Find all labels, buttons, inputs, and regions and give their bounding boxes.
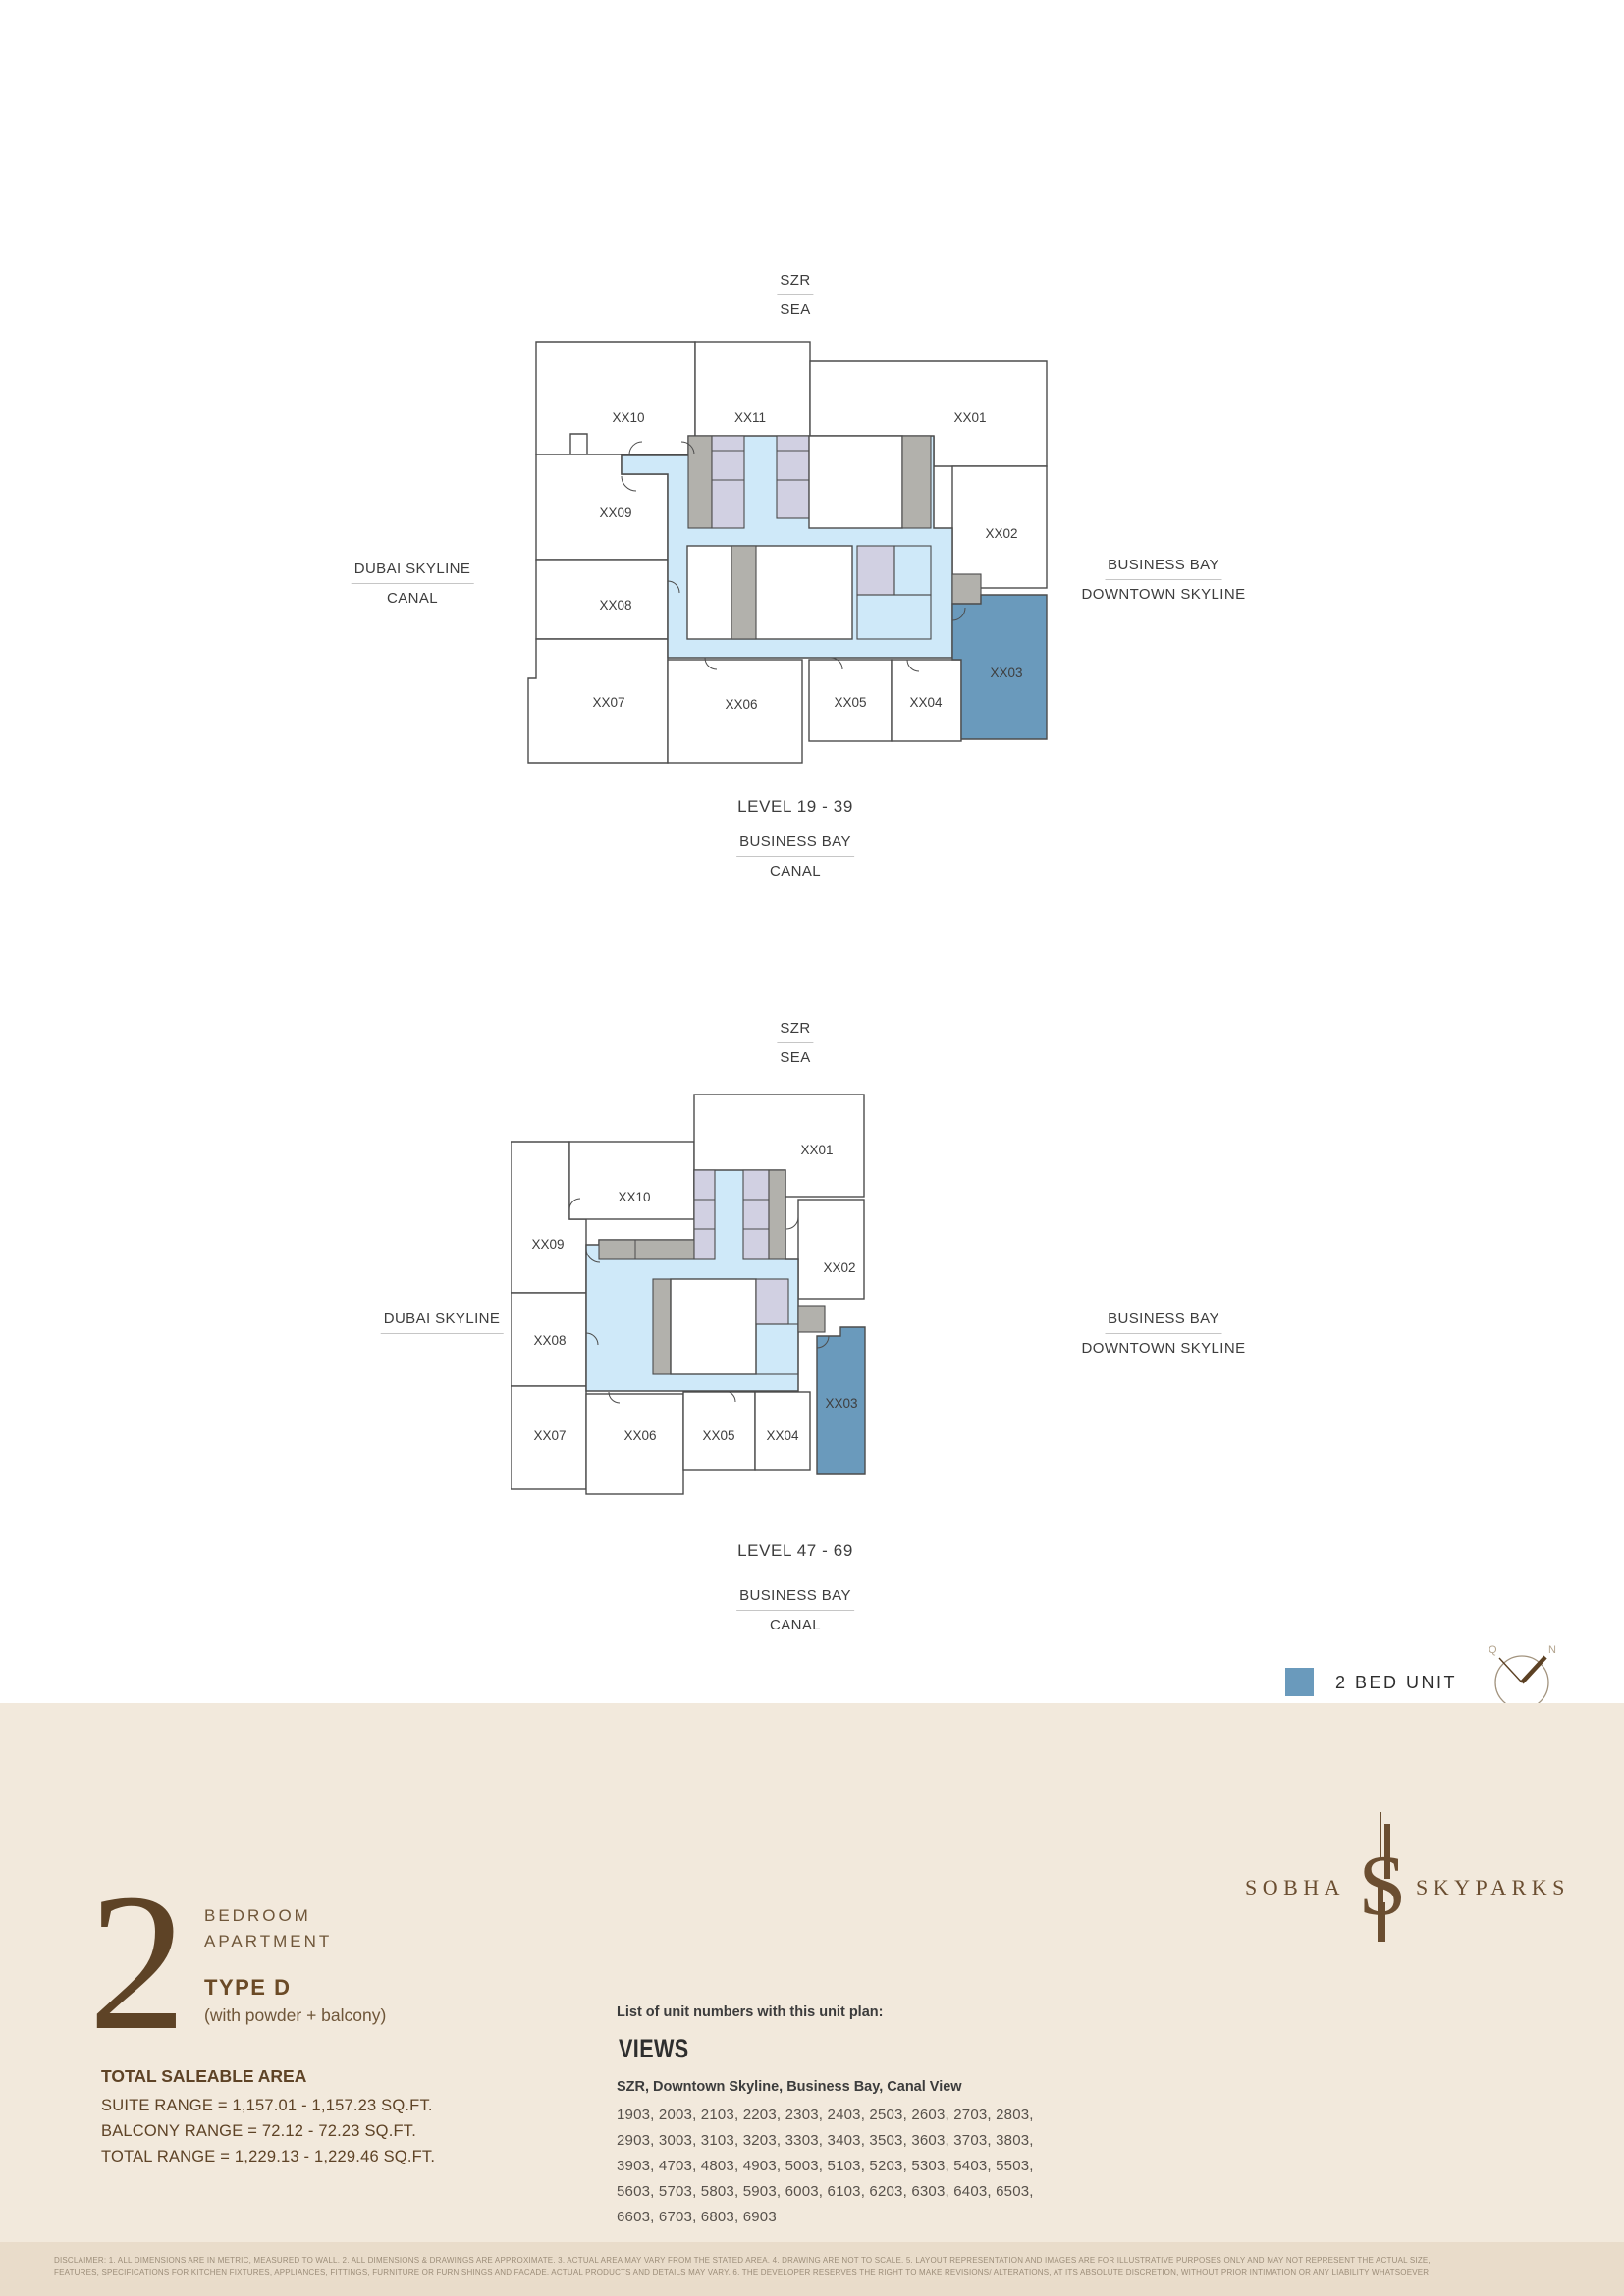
brand-monogram-icon [1359,1812,1406,1944]
brand-name-right: SKYPARKS [1416,1875,1570,1899]
service-block [798,1306,825,1332]
service-block [952,574,981,604]
bedroom-block [756,1279,788,1324]
unit-type-note: (with powder + balcony) [204,2005,387,2025]
brand-monogram-letter: S [1359,1839,1406,1934]
direction-label: BUSINESS BAY [736,1588,854,1611]
bedroom-block [743,1170,769,1259]
room-label: XX05 [702,1428,735,1443]
direction-label: CANAL [769,1617,822,1633]
balcony-range: BALCONY RANGE = 72.12 - 72.23 SQ.FT. [101,2122,416,2140]
room-label: XX03 [825,1396,858,1411]
direction-label: BUSINESS BAY [736,834,854,857]
bedroom-block [694,1170,715,1259]
plan1-direction-right [1082,558,1246,602]
kitchen-block [653,1279,671,1374]
apartment-title-line1: BEDROOM [204,1906,311,1925]
direction-label: BUSINESS BAY [1105,558,1222,580]
kitchen-block [688,436,712,528]
direction-label: DOWNTOWN SKYLINE [1081,1340,1246,1357]
kitchen-block [599,1240,694,1259]
plan2-direction-bottom [736,1588,854,1632]
views-line: SZR, Downtown Skyline, Business Bay, Canal View [617,2079,962,2095]
living-room [671,1279,756,1374]
room-label: XX10 [618,1190,651,1204]
room-label: XX02 [985,526,1018,541]
compass-letter: Q [1489,1644,1497,1656]
direction-label: DUBAI SKYLINE [381,1311,504,1334]
room-label: XX01 [953,410,987,425]
room-label: XX04 [766,1428,799,1443]
direction-label: SZR [777,1021,813,1043]
legend-2bed-swatch [1285,1668,1314,1696]
bedroom-count: 2 [88,1854,187,2071]
room-xx06 [586,1394,683,1494]
plan1-level-title: LEVEL 19 - 39 [737,797,853,816]
direction-label: CANAL [769,863,822,880]
suite-range: SUITE RANGE = 1,157.01 - 1,157.23 SQ.FT. [101,2097,433,2114]
room-label: XX06 [623,1428,657,1443]
unit-numbers-list: 1903, 2003, 2103, 2203, 2303, 2403, 2503, 2603, 2703, 2803, 2903, 3003, 3103, 3203, 3303, 3403, 3503, 3603, 3703, 3803, 3903, 4703, 4803, 4903, 5003, 5103, 5203, 5303, 5403, 5503, 5603, 5703, 5803, 5903, 6003, 6103, 6203, 6303, 6403, 6503, 6603, 6703, 6803, 6903 [617,2107,1034,2225]
bedroom-block [712,436,744,528]
direction-label: SEA [780,301,811,318]
floor-plan-level-19-39 [526,340,1052,767]
room-label: XX11 [733,410,767,425]
direction-label: DUBAI SKYLINE [352,561,474,584]
room-label: XX09 [531,1237,565,1252]
floor-plan-level-47-69 [511,1092,872,1498]
utility-block [769,1170,785,1259]
plan2-level-title: LEVEL 47 - 69 [737,1541,853,1560]
living-room [809,436,902,528]
direction-label: CANAL [386,590,439,607]
bedroom-block [857,546,894,595]
compass-letter: N [1548,1644,1556,1656]
plan2-direction-right [1082,1311,1246,1356]
room-xx02 [798,1200,864,1299]
room-label: XX08 [599,598,632,613]
disclaimer-strip [0,2242,1624,2296]
room-label: XX05 [834,695,867,710]
room-label: XX10 [612,410,645,425]
room-label: XX07 [592,695,625,710]
room-xx10 [536,342,695,454]
direction-label: SZR [777,273,813,295]
room-label: XX07 [533,1428,567,1443]
disclaimer-line2: FEATURES, SPECIFICATIONS FOR KITCHEN FIXTURES, APPLIANCES, FITTINGS, FURNITURE OR FURNISHINGS AND FACADE. ACTUAL PRODUCTS AND DETAILS MAY VARY. 6. THE DEVELOPER RESERVES THE RIGHT TO MAKE REVISIONS/ ALTERATIONS, AT ITS ABSOLUTE DISCRETION, WITHOUT PRIOR INTIMATION OR ANY LIABILITY WHATSOEVER [54,2269,1430,2277]
plan1-direction-left [352,561,474,606]
room-label: XX06 [725,697,758,712]
room-label: XX02 [823,1260,856,1275]
plan1-direction-bottom [736,834,854,879]
plan2-direction-left [381,1311,504,1334]
living-room [687,546,852,639]
unit-type: TYPE D [204,1975,292,2000]
direction-label: DOWNTOWN SKYLINE [1081,586,1246,603]
plan1-direction-top [777,273,813,317]
room-label: XX08 [533,1333,567,1348]
total-range: TOTAL RANGE = 1,229.13 - 1,229.46 SQ.FT. [101,2148,436,2165]
bedroom-block [777,436,809,518]
kitchen-block [731,546,756,639]
brand-name-left: SOBHA [1245,1875,1346,1899]
room-label: XX09 [599,506,632,520]
direction-label: SEA [780,1049,811,1066]
room-label: XX01 [800,1143,834,1157]
area-heading: TOTAL SALEABLE AREA [101,2066,307,2086]
disclaimer-line1: DISCLAIMER: 1. ALL DIMENSIONS ARE IN METRIC, MEASURED TO WALL. 2. ALL DIMENSIONS & DRAWINGS ARE APPROXIMATE. 3. ACTUAL AREA MAY VARY FROM THE STATED AREA. 4. DRAWING ARE NOT TO SCALE. 5. LAYOUT REPRESENTATION AND IMAGES ARE FOR ILLUSTRATIVE PURPOSES ONLY AND MAY NOT REPRESENT THE ACTUAL SIZE, [54,2256,1431,2265]
direction-label: BUSINESS BAY [1105,1311,1222,1334]
room-label: XX04 [909,695,943,710]
apartment-title-line2: APARTMENT [204,1932,333,1950]
legend-2bed-label: 2 BED UNIT [1335,1673,1458,1692]
unit-list-title: List of unit numbers with this unit plan: [617,2004,884,2020]
plan2-direction-top [777,1021,813,1065]
views-heading: VIEWS [619,2034,689,2063]
room-label: XX03 [990,666,1023,680]
room-xx10 [569,1142,694,1219]
utility-block [902,436,931,528]
